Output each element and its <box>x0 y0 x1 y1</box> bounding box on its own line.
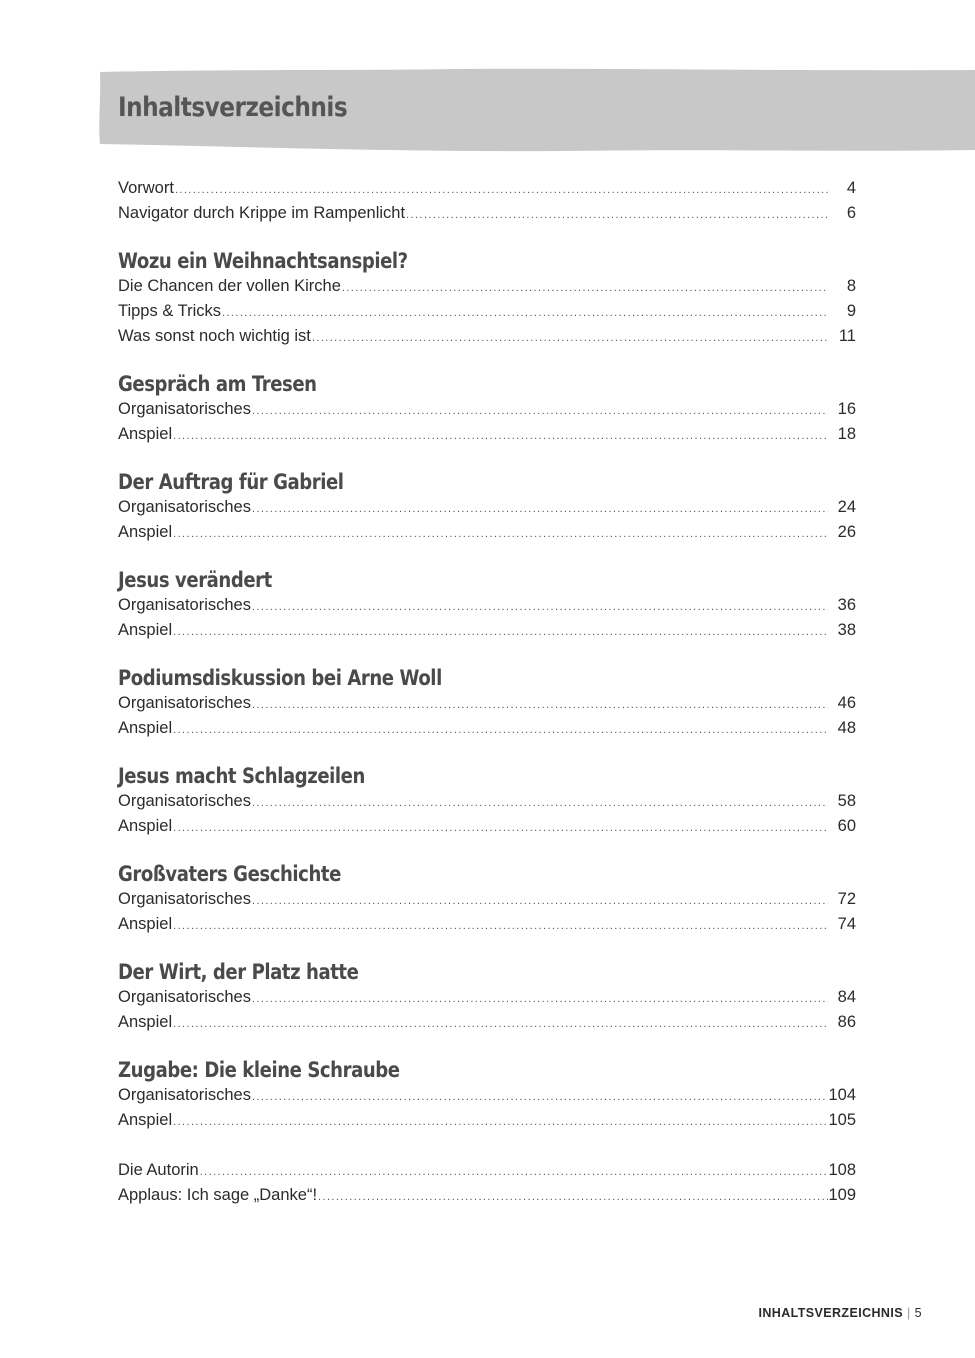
toc-entry-label: Anspiel <box>118 621 173 639</box>
toc-leader-dots <box>252 791 828 816</box>
toc-leader-dots <box>252 497 828 522</box>
toc-entry-page: 18 <box>837 425 856 443</box>
toc-entry-page: 86 <box>837 1013 856 1031</box>
toc-entry[interactable] <box>118 201 856 226</box>
toc-entry-label: Tipps & Tricks <box>118 302 221 320</box>
toc-entry[interactable] <box>118 1108 856 1133</box>
toc-entry-page: 16 <box>837 400 856 418</box>
toc-leader-dots <box>342 276 828 301</box>
toc-entry-label: Anspiel <box>118 817 173 835</box>
toc-section-heading[interactable]: Der Wirt, der Platz hatte <box>118 960 359 984</box>
toc-entry[interactable] <box>118 985 856 1010</box>
toc-section-heading[interactable]: Podiumsdiskussion bei Arne Woll <box>118 666 442 690</box>
toc-section-zugabe <box>118 1056 856 1133</box>
toc-section-auftrag-fuer-gabriel <box>118 468 856 545</box>
toc-outro-group <box>118 1158 856 1208</box>
toc-leader-dots <box>406 203 828 228</box>
toc-entry-page: 4 <box>846 179 856 197</box>
toc-entry-label: Organisatorisches <box>118 498 251 516</box>
toc-entry-label: Was sonst noch wichtig ist <box>118 327 311 345</box>
toc-leader-dots <box>173 424 828 449</box>
toc-entry-label: Organisatorisches <box>118 988 251 1006</box>
toc-entry[interactable] <box>118 716 856 741</box>
toc-entry[interactable] <box>118 691 856 716</box>
title-band-shape <box>0 0 975 170</box>
toc-entry-label: Organisatorisches <box>118 400 251 418</box>
toc-entry-label: Anspiel <box>118 425 173 443</box>
toc-entry-page: 84 <box>837 988 856 1006</box>
toc-entry[interactable] <box>118 176 856 201</box>
toc-leader-dots <box>252 1085 828 1110</box>
toc-entry-label: Die Chancen der vollen Kirche <box>118 277 341 295</box>
toc-entry-page: 6 <box>846 204 856 222</box>
toc-entry-label: Anspiel <box>118 1013 173 1031</box>
toc-entry-label: Organisatorisches <box>118 596 251 614</box>
toc-entry-page: 74 <box>837 915 856 933</box>
toc-entry[interactable] <box>118 1010 856 1035</box>
toc-entry-label: Applaus: Ich sage „Danke“! <box>118 1186 318 1204</box>
toc-entry[interactable] <box>118 274 856 299</box>
toc-entry-page: 108 <box>828 1161 856 1179</box>
toc-entry-label: Vorwort <box>118 179 174 197</box>
toc-entry-label: Navigator durch Krippe im Rampenlicht <box>118 204 406 222</box>
toc-leader-dots <box>252 987 828 1012</box>
toc-leader-dots <box>173 620 828 645</box>
toc-leader-dots <box>173 914 828 939</box>
toc-section-weihnachtsanspiel <box>118 247 856 349</box>
toc-section-heading[interactable]: Der Auftrag für Gabriel <box>118 470 344 494</box>
toc-leader-dots <box>252 889 828 914</box>
toc-entry-label: Organisatorisches <box>118 1086 251 1104</box>
toc-leader-dots <box>312 326 828 351</box>
toc-entry-label: Die Autorin <box>118 1161 199 1179</box>
toc-leader-dots <box>200 1160 828 1185</box>
toc-entry-page: 48 <box>837 719 856 737</box>
toc-section-heading[interactable]: Gespräch am Tresen <box>118 372 317 396</box>
toc-entry-label: Organisatorisches <box>118 792 251 810</box>
toc-leader-dots <box>173 816 828 841</box>
toc-section-gespraech-am-tresen <box>118 370 856 447</box>
footer-page-number: 5 <box>914 1306 922 1320</box>
page-footer <box>759 1306 923 1320</box>
toc-entry-label: Anspiel <box>118 523 173 541</box>
footer-section-label: INHALTSVERZEICHNIS <box>758 1306 903 1320</box>
toc-entry-page: 60 <box>837 817 856 835</box>
toc-section-grossvaters-geschichte <box>118 860 856 937</box>
toc-entry-label: Anspiel <box>118 1111 173 1129</box>
toc-section-schlagzeilen <box>118 762 856 839</box>
toc-entry[interactable] <box>118 593 856 618</box>
toc-leader-dots <box>252 399 828 424</box>
toc-section-heading[interactable]: Jesus verändert <box>118 568 272 592</box>
toc-entry-page: 11 <box>838 327 856 345</box>
toc-entry-page: 38 <box>837 621 856 639</box>
toc-entry[interactable] <box>118 1183 856 1208</box>
toc-entry-label: Organisatorisches <box>118 694 251 712</box>
toc-entry-page: 9 <box>846 302 856 320</box>
toc-entry[interactable] <box>118 397 856 422</box>
toc-section-heading[interactable]: Jesus macht Schlagzeilen <box>118 764 365 788</box>
toc-entry[interactable] <box>118 1083 856 1108</box>
toc-entry-label: Anspiel <box>118 915 173 933</box>
toc-entry-page: 109 <box>828 1186 856 1204</box>
toc-section-heading[interactable]: Zugabe: Die kleine Schraube <box>118 1058 400 1082</box>
toc-leader-dots <box>252 693 828 718</box>
page-title: Inhaltsverzeichnis <box>118 92 348 123</box>
toc-entry-page: 36 <box>837 596 856 614</box>
toc-entry-label: Anspiel <box>118 719 173 737</box>
toc-leader-dots <box>222 301 828 326</box>
toc-section-heading[interactable]: Wozu ein Weihnachtsanspiel? <box>118 249 408 273</box>
toc-entry[interactable] <box>118 299 856 324</box>
toc-leader-dots <box>173 718 828 743</box>
toc-entry[interactable] <box>118 324 856 349</box>
toc-entry[interactable] <box>118 814 856 839</box>
toc-leader-dots <box>252 595 828 620</box>
toc-section-jesus-veraendert <box>118 566 856 643</box>
toc-entry[interactable] <box>118 887 856 912</box>
toc-entry-page: 26 <box>837 523 856 541</box>
table-of-contents <box>118 176 856 1208</box>
toc-entry-label: Organisatorisches <box>118 890 251 908</box>
toc-entry-page: 72 <box>837 890 856 908</box>
toc-leader-dots <box>173 522 828 547</box>
toc-entry-page: 8 <box>846 277 856 295</box>
toc-entry-page: 105 <box>828 1111 856 1129</box>
toc-entry[interactable] <box>118 520 856 545</box>
toc-leader-dots <box>173 1012 828 1037</box>
toc-entry-page: 24 <box>837 498 856 516</box>
toc-entry[interactable] <box>118 495 856 520</box>
toc-entry-page: 46 <box>837 694 856 712</box>
toc-entry-page: 58 <box>837 792 856 810</box>
toc-section-podiumsdiskussion <box>118 664 856 741</box>
toc-entry[interactable] <box>118 1158 856 1183</box>
footer-separator: | <box>906 1306 911 1320</box>
toc-entry[interactable] <box>118 422 856 447</box>
toc-entry[interactable] <box>118 789 856 814</box>
title-band <box>0 0 975 170</box>
toc-leader-dots <box>175 178 828 203</box>
toc-section-heading[interactable]: Großvaters Geschichte <box>118 862 341 886</box>
toc-leader-dots <box>318 1185 828 1210</box>
toc-section-der-wirt <box>118 958 856 1035</box>
toc-entry[interactable] <box>118 912 856 937</box>
toc-leader-dots <box>173 1110 828 1135</box>
toc-entry-page: 104 <box>828 1086 856 1104</box>
toc-entry[interactable] <box>118 618 856 643</box>
toc-intro-group <box>118 176 856 226</box>
